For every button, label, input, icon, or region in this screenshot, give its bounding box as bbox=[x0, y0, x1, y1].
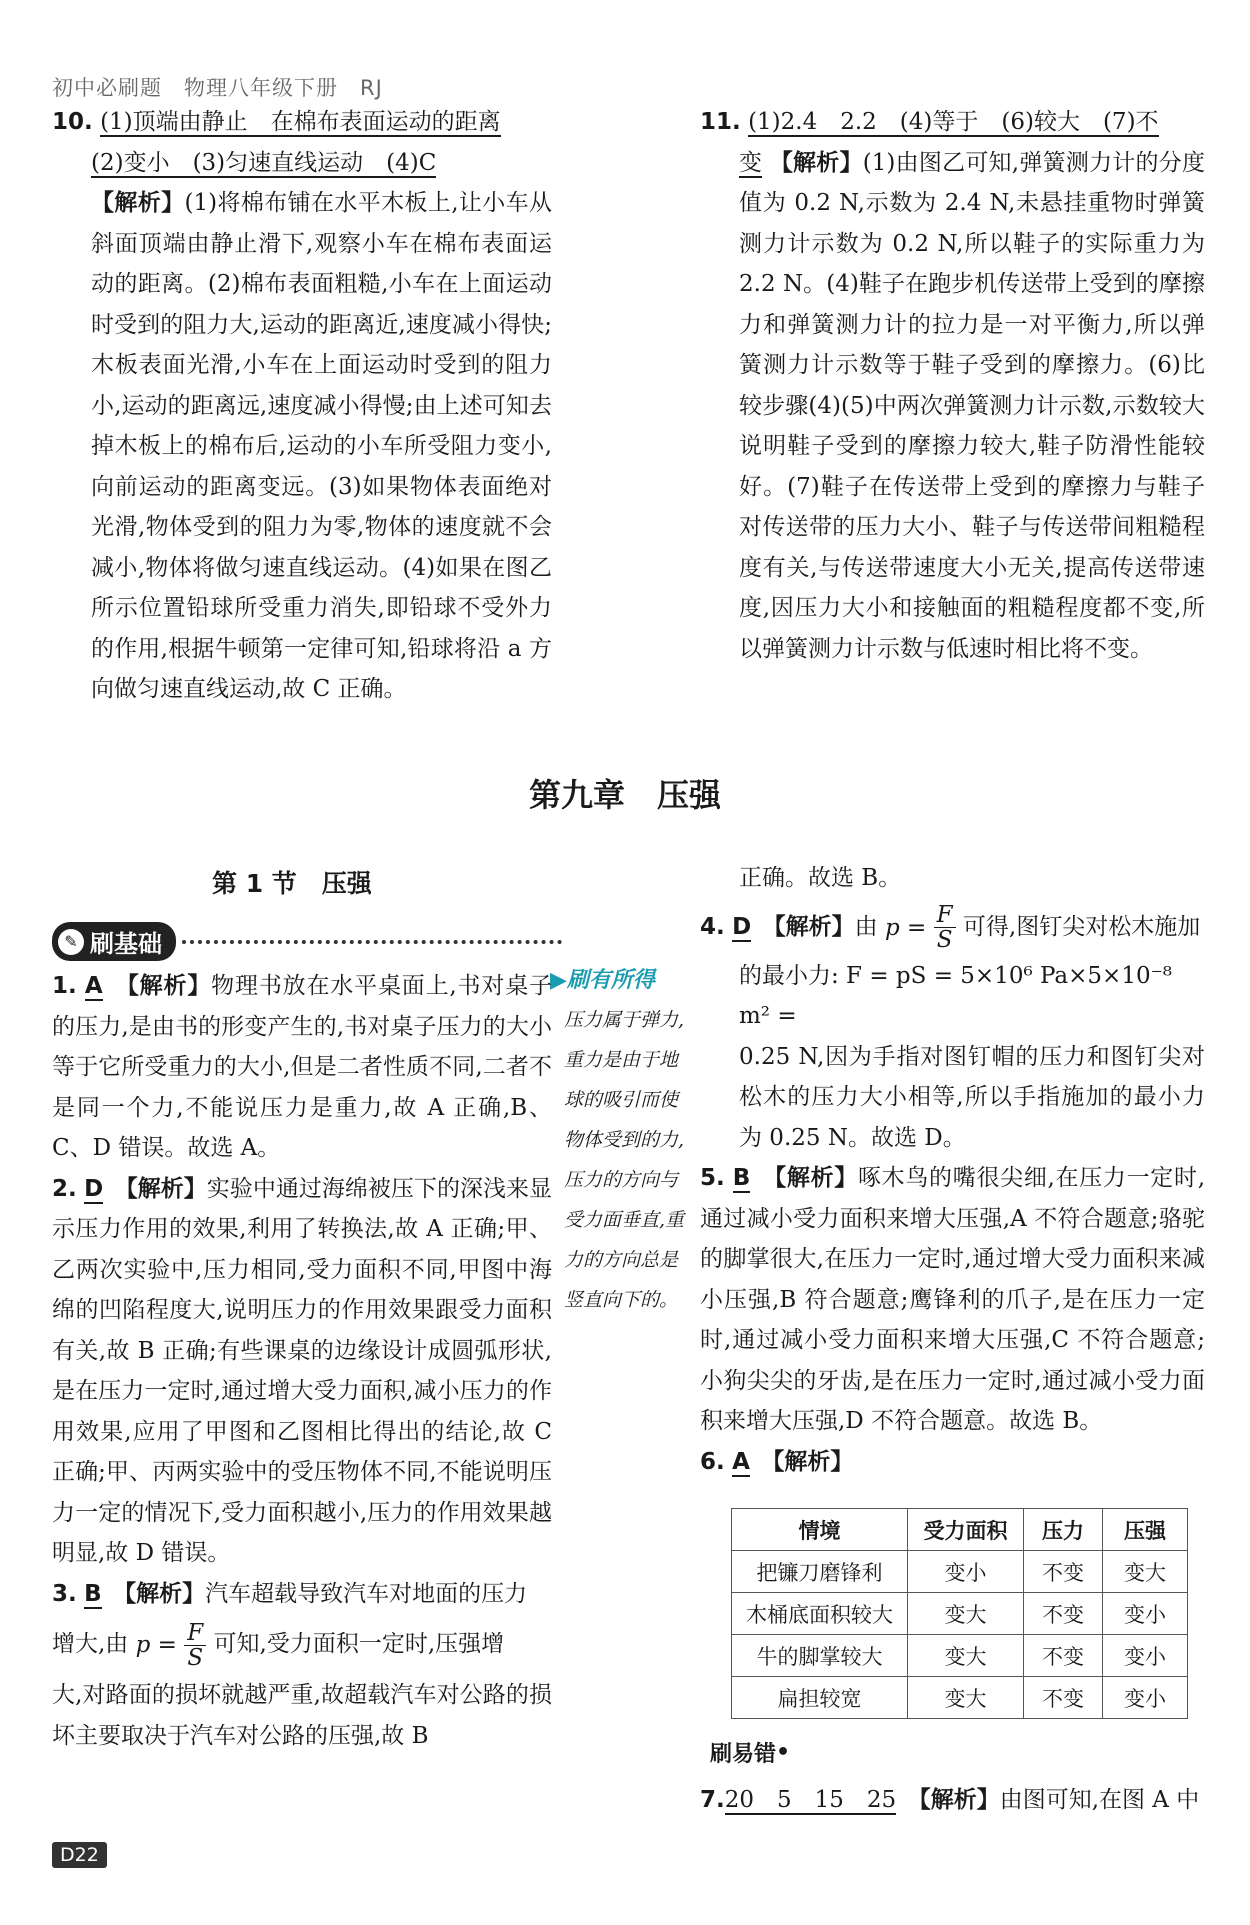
question-5: 5. B 【解析】啄木鸟的嘴很尖细,在压力一定时,通过减小受力面积来增大压强,A 不符合题意;骆驼的脚掌很大,在压力一定时,通过增大受力面积来减小压强,B 符合题意;鹰锋利的爪子,是在压力一定时,通过减小受力面积来增大压强,C 不符合题意;小狗尖尖的牙齿,是在压力一定时,通过减小受力面积来增大压强,D 不符合题意。故选 B。 bbox=[700, 1165, 1206, 1434]
table-header: 压强 bbox=[1103, 1509, 1188, 1551]
pressure-table bbox=[731, 1508, 1188, 1719]
question-3: 3. B 【解析】汽车超载导致汽车对地面的压力 增大,由 p = $\frac{F}{S}$ 可知,受力面积一定时,压强增 大,对路面的损坏就越严重,故超载汽车对公路的损坏主要取决于汽车对公路的压强,故 B bbox=[52, 1580, 552, 1749]
question-7: 7.20 5 15 25 【解析】由图可知,在图 A 中 bbox=[700, 1787, 1200, 1813]
explanation-text: (1)由图乙可知,弹簧测力计的分度值为 0.2 N,示数为 2.4 N,未悬挂重物时弹簧测力计示数为 0.2 N,所以鞋子的实际重力为 2.2 N。(4)鞋子在跑步机传送带上受到的摩擦力和弹簧测力计的拉力是一对平衡力,所以弹簧测力计示数等于鞋子受到的摩擦力。(6)比较步骤(4)(5)中两次弹簧测力计示数,示数较大说明鞋子受到的摩擦力较大,鞋子防滑性能较好。(7)鞋子在传送带上受到的摩擦力与鞋子对传送带的压力大小、鞋子与传送带间粗糙程度有关,与传送带速度大小无关,提高传送带速度,因压力大小和接触面的粗糙程度都不变,所以弹簧测力计示数与低速时相比将不变。 bbox=[739, 149, 1206, 662]
table-header: 情境 bbox=[732, 1509, 908, 1551]
answer-line-2: (2)变小 (3)匀速直线运动 (4)C bbox=[91, 149, 437, 176]
table-row: 把镰刀磨锋利 变小 不变 变大 bbox=[732, 1551, 1188, 1593]
question-6: 6. A 【解析】 bbox=[700, 1448, 854, 1475]
question-2: 2. D 【解析】实验中通过海绵被压下的深浅来显示压力作用的效果,利用了转换法,故 A 正确;甲、乙两次实验中,压力相同,受力面积不同,甲图中海绵的凹陷程度大,说明压力的作用效果跟受力面积有关,故 B 正确;有些课桌的边缘设计成圆弧形状,是在压力一定时,通过增大受力面积,减小压力的作用效果,应用了甲图和乙图相比得出的结论,故 C 正确;甲、丙两实验中的受压物体不同,不能说明压力一定的情况下,受力面积越小,压力的作用效果越明显,故 D 错误。 bbox=[52, 1175, 553, 1566]
pressure-formula: p = $\frac{F}{S}$ bbox=[136, 1615, 207, 1675]
pen-icon: ✎ bbox=[58, 929, 84, 955]
sidebar-note: ▶刷有所得 压力属于弹力,重力是由于地球的吸引而使物体受到的力,压力的方向与受力面垂直,重力的方向总是竖直向下的。 bbox=[550, 967, 685, 1311]
question-11: 11. (1)2.4 2.2 (4)等于 (6)较大 (7)不 变 【解析】(1)由图乙可知,弹簧测力计的分度值为 0.2 N,示数为 2.4 N,未悬挂重物时弹簧测力计示数为 0.2 N,所以鞋子的实际重力为 2.2 N。(4)鞋子在跑步机传送带上受到的摩擦力和弹簧测力计的拉力是一对平衡力,所以弹簧测力计示数等于鞋子受到的摩擦力。(6)比较步骤(4)(5)中两次弹簧测力计示数,示数较大说明鞋子受到的摩擦力较大,鞋子防滑性能较好。(7)鞋子在传送带上受到的摩擦力与鞋子对传送带的压力大小、鞋子与传送带间粗糙程度有关,与传送带速度大小无关,提高传送带速度,因压力大小和接触面的粗糙程度都不变,所以弹簧测力计示数与低速时相比将不变。 bbox=[700, 109, 1206, 662]
table-header: 压力 bbox=[1024, 1509, 1103, 1551]
table-row: 扁担较宽 变大 不变 变小 bbox=[732, 1677, 1188, 1719]
table-header: 受力面积 bbox=[908, 1509, 1024, 1551]
chapter-title: 第九章 压强 bbox=[528, 776, 721, 814]
table-row: 木桶底面积较大 变大 不变 变小 bbox=[732, 1593, 1188, 1635]
explanation-text: (1)将棉布铺在水平木板上,让小车从斜面顶端由静止滑下,观察小车在棉布表面运动的距离。(2)棉布表面粗糙,小车在上面运动时受到的阻力大,运动的距离近,速度减小得快;木板表面光滑,小车在上面运动时受到的阻力小,运动的距离远,速度减小得慢;由上述可知去掉木板上的棉布后,运动的小车所受阻力变小,向前运动的距离变远。(3)如果物体表面绝对光滑,物体受到的阻力为零,物体的速度就不会减小,物体将做匀速直线运动。(4)如果在图乙所示位置铅球所受重力消失,即铅球不受外力的作用,根据牛顿第一定律可知,铅球将沿 a 方向做匀速直线运动,故 C 正确。 bbox=[91, 190, 553, 702]
answer-line-1: (1)2.4 2.2 (4)等于 (6)较大 (7)不 bbox=[748, 109, 1159, 135]
question-3-continued: 正确。故选 B。 bbox=[739, 865, 902, 891]
left-column bbox=[52, 966, 552, 1756]
page-number: D22 bbox=[52, 1842, 107, 1868]
question-1: 1. A 【解析】物理书放在水平桌面上,书对桌子的压力,是由书的形变产生的,书对桌子压力的大小等于它所受重力的大小,但是二者性质不同,二者不是同一个力,不能说压力是重力,故 A 正确,B、C、D 错误。故选 A。 bbox=[52, 973, 553, 1161]
right-column bbox=[700, 858, 1205, 1482]
brush-basic-banner: ✎ 刷基础 bbox=[52, 922, 562, 961]
brush-error-banner: 刷易错 • bbox=[710, 1740, 791, 1767]
question-4: 4. D 【解析】由 p = $\frac{F}{S}$ 可得,图钉尖对松木施加 的最小力: F = pS = 5×10⁶ Pa×5×10⁻⁸ m² = 0.25 N,因为手指对图钉帽的压力和图钉尖对松木的压力大小相等,所以手指施加的最小力为 0.25 N。故选 D。 bbox=[700, 902, 1205, 1151]
question-10: 10. (1)顶端由静止 在棉布表面运动的距离 (2)变小 (3)匀速直线运动 (4)C 【解析】(1)将棉布铺在水平木板上,让小车从斜面顶端由静止滑下,观察小车在棉布表面运动的距离。(2)棉布表面粗糙,小车在上面运动时受到的阻力大,运动的距离近,速度减小得快;木板表面光滑,小车在上面运动时受到的阻力小,运动的距离远,速度减小得慢;由上述可知去掉木板上的棉布后,运动的小车所受阻力变小,向前运动的距离变远。(3)如果物体表面绝对光滑,物体受到的阻力为零,物体的速度就不会减小,物体将做匀速直线运动。(4)如果在图乙所示位置铅球所受重力消失,即铅球不受外力的作用,根据牛顿第一定律可知,铅球将沿 a 方向做匀速直线运动,故 C 正确。 bbox=[52, 109, 553, 702]
running-header: 初中必刷题 物理八年级下册 RJ bbox=[52, 76, 383, 100]
answer-line-1: (1)顶端由静止 在棉布表面运动的距离 bbox=[100, 109, 501, 135]
section-title: 第 1 节 压强 bbox=[212, 869, 372, 898]
table-row: 牛的脚掌较大 变大 不变 变小 bbox=[732, 1635, 1188, 1677]
